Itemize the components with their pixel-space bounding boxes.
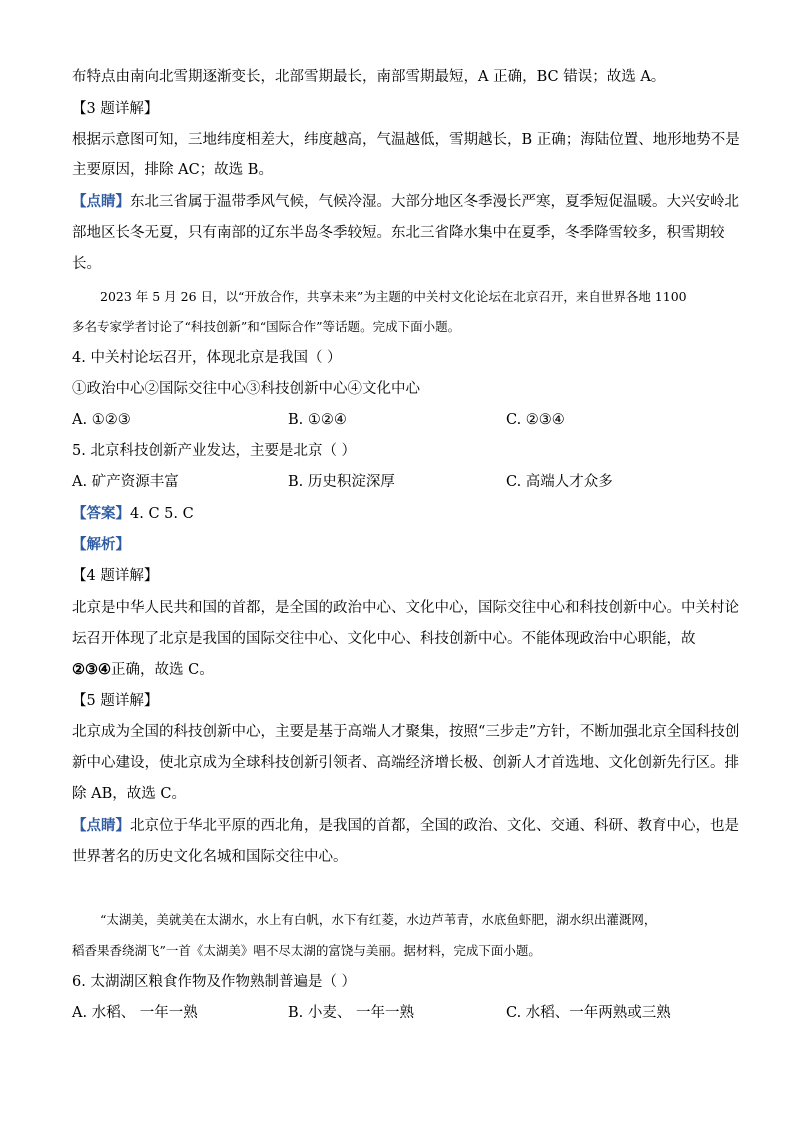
q4-option-c: C. ②③④ [506,412,565,428]
text-line [72,660,214,680]
q5-option-b: B. 历史积淀深厚 [288,474,395,490]
dianjing-paragraph [72,816,739,836]
text-line: 布特点由南向北雪期逐渐变长，北部雪期最长，南部雪期最短，A 正确，BC 错误；故选 A。 [72,69,666,85]
section-heading: 【3 题详解】 [72,101,159,117]
material-text: “太湖美，美就美在太湖水，水上有白帆，水下有红菱，水边芦苇青，水底鱼虾肥，湖水织出灌溉网， [100,912,657,927]
section-heading: 【4 题详解】 [72,568,159,584]
q6-option-a: A. 水稻、 一年一熟 [72,1005,198,1021]
analysis-tag: 【解析】 [72,536,130,553]
answer-value: 4. C 5. C [130,506,194,522]
text-line: 世界著名的历史文化名城和国际交往中心。 [72,849,348,865]
text-line: 根据示意图可知，三地纬度相差大，纬度越高，气温越低，雪期越长，B 正确；海陆位置、地形地势不是 [72,132,740,148]
question-5: 5. 北京科技创新产业发达，主要是北京（ ） [72,443,357,459]
q6-option-c: C. 水稻、一年两熟或三熟 [506,1005,671,1021]
text-line: 长。 [72,256,101,272]
dianjing-tag: 【点睛】 [72,817,130,834]
text-line: 新中心建设，使北京成为全球科技创新引领者、高端经济增长极、创新人才首选地、文化创新先行区。排 [72,755,739,771]
q6-option-b: B. 小麦、 一年一熟 [288,1005,414,1021]
material-text: 稻香果香绕湖飞”一首《太湖美》唱不尽太湖的富饶与美丽。据材料，完成下面小题。 [72,943,541,958]
material-text: 2023 年 5 月 26 日，以“开放合作，共享未来”为主题的中关村文化论坛在北京召开，来自世界各地 1100 [100,289,687,304]
question-4: 4. 中关村论坛召开，体现北京是我国（ ） [72,350,342,366]
circled-numbers: ②③④ [72,661,111,678]
text-line: 部地区长冬无夏，只有南部的辽东半岛冬季较短。东北三省降水集中在夏季，冬季降雪较多，积雪期较 [72,225,725,241]
text-line: 除 AB，故选 C。 [72,786,186,802]
text-span: 北京位于华北平原的西北角，是我国的首都，全国的政治、文化、交通、科研、教育中心，也是 [130,818,739,834]
dianjing-paragraph [72,192,739,212]
text-line: 主要原因，排除 AC；故选 B。 [72,162,273,178]
text-span: 东北三省属于温带季风气候，气候冷湿。大部分地区冬季漫长严寒，夏季短促温暖。大兴安岭北 [130,194,739,210]
section-heading: 【5 题详解】 [72,693,159,709]
text-line: 北京成为全国的科技创新中心，主要是基于高端人才聚集，按照“三步走”方针，不断加强北京全国科技创 [72,724,740,740]
answer-line [72,504,194,524]
q4-option-b: B. ①②④ [288,412,347,428]
answer-tag: 【答案】 [72,505,130,522]
text-line: 北京是中华人民共和国的首都，是全国的政治中心、文化中心，国际交往中心和科技创新中心。中关村论 [72,600,739,616]
text-span: 正确，故选 C。 [111,662,214,678]
material-text: 多名专家学者讨论了“科技创新”和“国际合作”等话题。完成下面小题。 [72,319,461,334]
q5-option-c: C. 高端人才众多 [506,474,613,490]
text-line: 坛召开体现了北京是我国的国际交往中心、文化中心、科技创新中心。不能体现政治中心职能，故 [72,631,696,647]
q5-option-a: A. 矿产资源丰富 [72,474,179,490]
question-6: 6. 太湖湖区粮食作物及作物熟制普遍是（ ） [72,974,357,990]
q4-option-a: A. ①②③ [72,412,131,428]
question-4-items: ①政治中心②国际交往中心③科技创新中心④文化中心 [72,381,420,397]
dianjing-tag: 【点睛】 [72,193,130,210]
